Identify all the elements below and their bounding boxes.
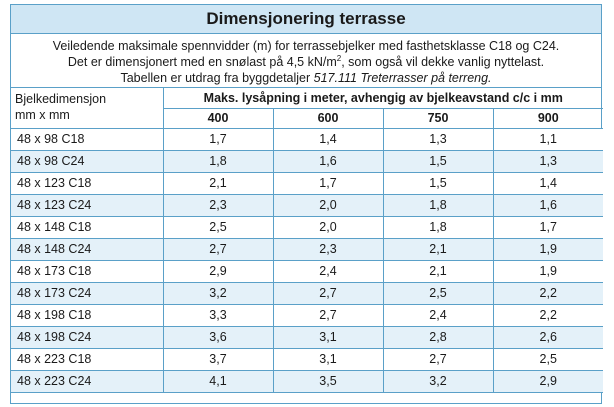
dimension-column-header (11, 88, 163, 128)
span-value-cell: 2,6 (493, 326, 603, 348)
dimension-cell: 48 x 198 C18 (11, 304, 163, 326)
table-row (11, 238, 603, 260)
dimension-cell: 48 x 223 C18 (11, 348, 163, 370)
span-value-cell: 2,0 (273, 194, 383, 216)
intro-line-3-pre: Tabellen er utdrag fra byggdetaljer (120, 71, 314, 85)
table-row (11, 150, 603, 172)
span-value-cell: 1,4 (273, 128, 383, 150)
table-row (11, 326, 603, 348)
span-value-cell: 2,5 (493, 348, 603, 370)
table-row (11, 194, 603, 216)
span-value-cell: 2,0 (273, 216, 383, 238)
span-value-cell: 3,5 (273, 370, 383, 392)
span-value-cell: 1,8 (383, 216, 493, 238)
span-value-cell: 1,7 (163, 128, 273, 150)
span-value-cell: 1,3 (493, 150, 603, 172)
span-value-cell: 2,9 (163, 260, 273, 282)
span-value-cell: 3,1 (273, 326, 383, 348)
span-value-cell: 2,5 (383, 282, 493, 304)
span-value-cell: 2,2 (493, 282, 603, 304)
span-value-cell: 1,7 (273, 172, 383, 194)
span-value-cell: 1,1 (493, 128, 603, 150)
table-row (11, 348, 603, 370)
span-value-cell: 2,1 (383, 260, 493, 282)
table-row (11, 216, 603, 238)
dimension-cell: 48 x 123 C18 (11, 172, 163, 194)
span-value-cell: 2,8 (383, 326, 493, 348)
intro-line-1: Veiledende maksimale spennvidder (m) for terrassebjelker med fasthetsklasse C18 og C24. (52, 39, 560, 53)
span-value-cell: 1,5 (383, 172, 493, 194)
intro-text (11, 34, 601, 88)
span-value-cell: 1,6 (493, 194, 603, 216)
span-value-cell: 1,4 (493, 172, 603, 194)
span-value-cell: 2,2 (493, 304, 603, 326)
table-body (11, 128, 603, 392)
span-value-cell: 4,1 (163, 370, 273, 392)
span-table (11, 88, 603, 393)
span-value-cell: 2,9 (493, 370, 603, 392)
dimension-cell: 48 x 198 C24 (11, 326, 163, 348)
dimension-header-line-1: Bjelkedimensjon (15, 92, 107, 106)
table-row (11, 260, 603, 282)
span-value-cell: 3,7 (163, 348, 273, 370)
dimension-cell: 48 x 98 C24 (11, 150, 163, 172)
span-value-cell: 1,7 (493, 216, 603, 238)
span-value-cell: 1,8 (163, 150, 273, 172)
span-value-cell: 1,6 (273, 150, 383, 172)
span-value-cell: 2,7 (383, 348, 493, 370)
table-panel (10, 4, 602, 404)
span-value-cell: 1,3 (383, 128, 493, 150)
span-value-cell: 1,9 (493, 260, 603, 282)
panel-title (11, 5, 601, 34)
span-value-cell: 1,8 (383, 194, 493, 216)
span-value-cell: 2,5 (163, 216, 273, 238)
spacing-header-900: 900 (493, 108, 603, 128)
table-row (11, 172, 603, 194)
table-row (11, 128, 603, 150)
intro-reference: 517.111 Treterrasser på terreng. (313, 71, 492, 85)
span-value-cell: 2,4 (273, 260, 383, 282)
intro-line-3 (11, 70, 601, 86)
span-value-cell: 2,1 (163, 172, 273, 194)
intro-line-2-post: , som også vil dekke vanlig nyttelast. (341, 55, 545, 69)
span-value-cell: 2,4 (383, 304, 493, 326)
span-value-cell: 2,7 (163, 238, 273, 260)
dimension-cell: 48 x 173 C24 (11, 282, 163, 304)
span-value-cell: 2,3 (163, 194, 273, 216)
table-row (11, 282, 603, 304)
span-value-cell: 3,2 (383, 370, 493, 392)
intro-line-2-sup: 2 (336, 53, 342, 63)
span-value-cell: 3,2 (163, 282, 273, 304)
dimension-cell: 48 x 148 C24 (11, 238, 163, 260)
span-value-cell: 1,5 (383, 150, 493, 172)
dimension-cell: 48 x 98 C18 (11, 128, 163, 150)
span-value-cell: 3,1 (273, 348, 383, 370)
span-value-cell: 2,3 (273, 238, 383, 260)
span-value-cell: 2,7 (273, 282, 383, 304)
intro-line-2 (11, 54, 601, 70)
dimension-cell: 48 x 223 C24 (11, 370, 163, 392)
spacing-header-600: 600 (273, 108, 383, 128)
intro-line-2-pre: Det er dimensjonert med en snølast på 4,5 kN/m (67, 55, 337, 69)
table-row (11, 304, 603, 326)
span-value-cell: 3,6 (163, 326, 273, 348)
spacing-header-750: 750 (383, 108, 493, 128)
span-value-cell: 1,9 (493, 238, 603, 260)
dimension-cell: 48 x 148 C18 (11, 216, 163, 238)
table-row (11, 370, 603, 392)
span-value-cell: 3,3 (163, 304, 273, 326)
span-group-header: Maks. lysåpning i meter, avhengig av bjelkeavstand c/c i mm (163, 88, 603, 108)
panel-title-text: Dimensjonering terrasse (206, 9, 406, 28)
span-value-cell: 2,7 (273, 304, 383, 326)
span-value-cell: 2,1 (383, 238, 493, 260)
dimension-cell: 48 x 173 C18 (11, 260, 163, 282)
dimension-cell: 48 x 123 C24 (11, 194, 163, 216)
dimension-header-line-2: mm x mm (15, 108, 70, 122)
spacing-header-400: 400 (163, 108, 273, 128)
